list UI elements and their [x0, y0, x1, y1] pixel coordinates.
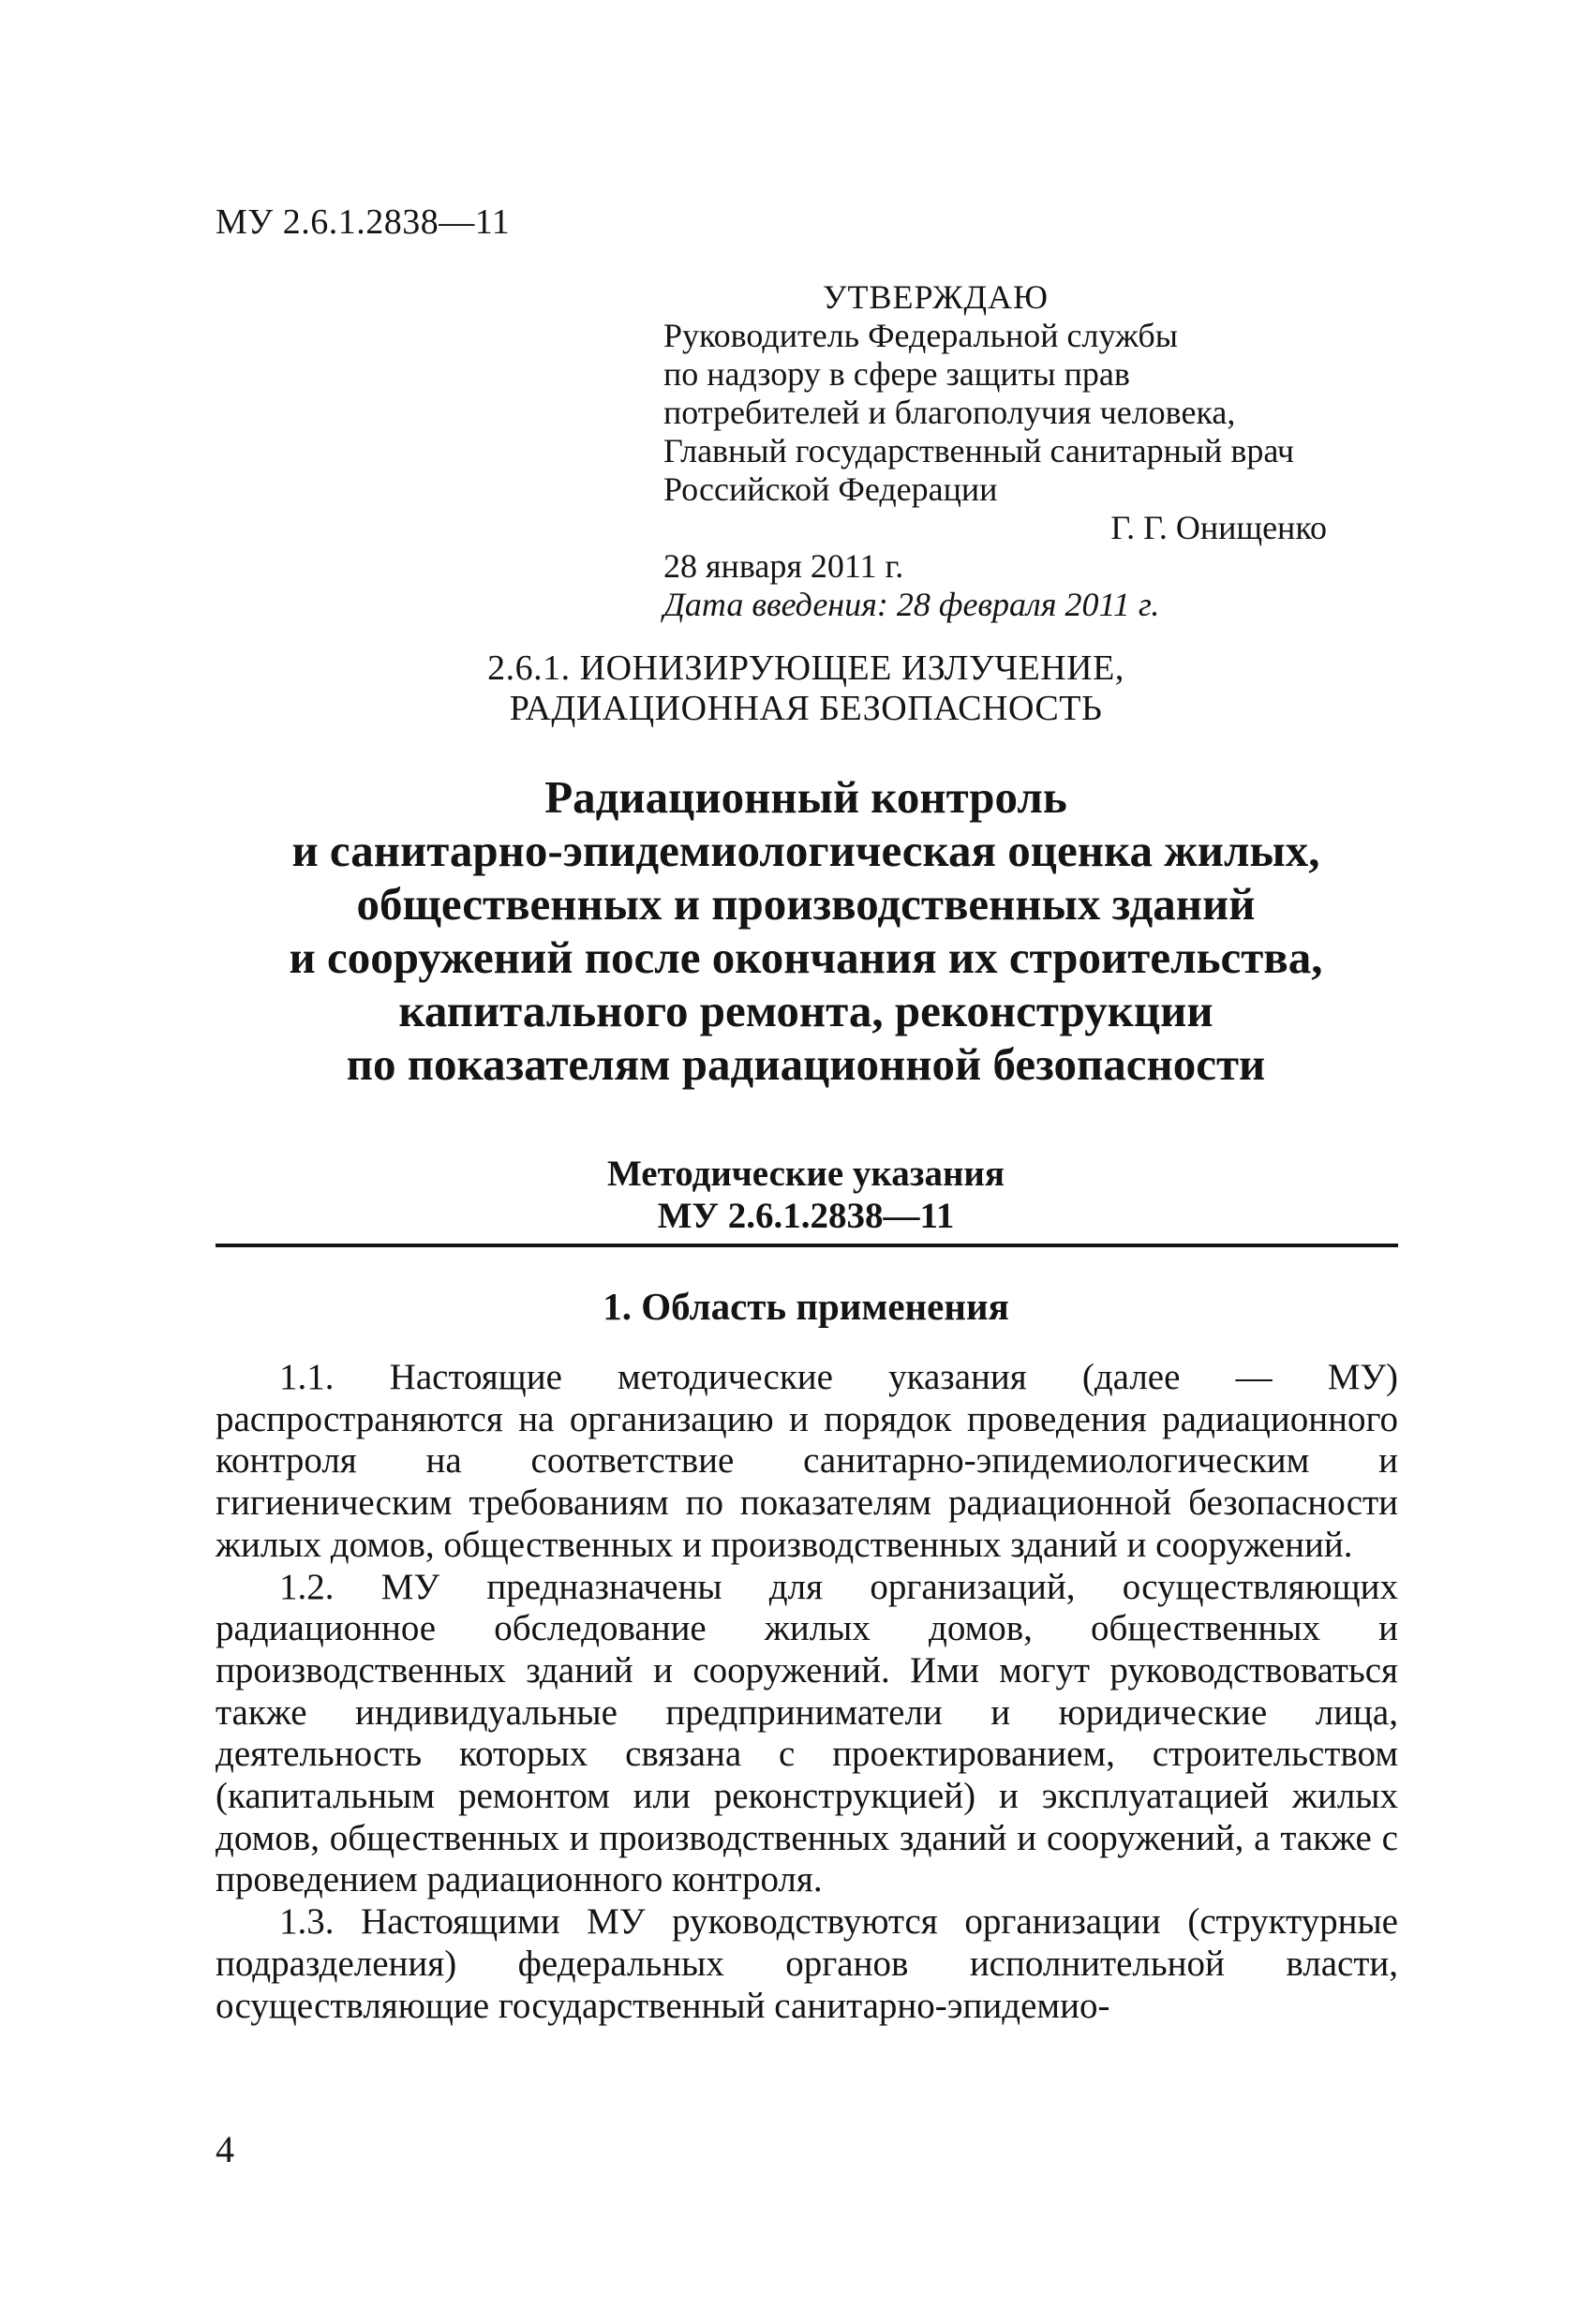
classification-line: 2.6.1. ИОНИЗИРУЮЩЕЕ ИЗЛУЧЕНИЕ, [487, 648, 1124, 688]
approval-block [663, 278, 1376, 624]
approver-position-line: Руководитель Федеральной службы [663, 317, 1178, 354]
approver-position-line: по надзору в сфере защиты прав [663, 355, 1130, 393]
approver-position-line: потребителей и благополучия человека, [663, 394, 1236, 431]
horizontal-rule [216, 1244, 1398, 1247]
introduction-date: Дата введения: 28 февраля 2011 г. [663, 586, 1160, 623]
document-type-name: Методические указания [606, 1154, 1005, 1194]
title-line: Радиационный контроль [544, 771, 1067, 823]
title-line: по показателям радиационной безопасности [346, 1038, 1266, 1090]
section-body [216, 1357, 1398, 2027]
title-line: общественных и производственных зданий [356, 878, 1256, 930]
title-line: и сооружений после окончания их строительства, [289, 931, 1323, 983]
paragraph: 1.2. МУ предназначены для организаций, осуществляющих радиационное обследование жилых домов, общественных и производственных зданий и сооружений. Ими могут руководствоваться также индивидуальные предприниматели и юридические лица, деятельность которых связана с проектированием, строительством (капитальным ремонтом или реконструкцией) и эксплуатацией жилых домов, общественных и производственных зданий и сооружений, а также с проведением радиационного контроля. [216, 1566, 1398, 1900]
paragraph: 1.1. Настоящие методические указания (далее — МУ) распространяются на организацию и порядок проведения радиационного контроля на соответствие санитарно-эпидемиологическим и гигиеническим требованиям по показателям радиационной безопасности жилых домов, общественных и производственных зданий и сооружений. [216, 1357, 1398, 1565]
approver-position-line: Главный государственный санитарный врач [663, 432, 1294, 469]
approver-position-line: Российской Федерации [663, 470, 998, 508]
approver-name: Г. Г. Онищенко [1110, 509, 1327, 546]
page-number: 4 [216, 2128, 234, 2170]
document-type-code: МУ 2.6.1.2838—11 [657, 1196, 955, 1236]
approval-title: УТВЕРЖДАЮ [823, 278, 1050, 316]
document-title [216, 770, 1396, 1091]
document-type [216, 1153, 1396, 1237]
document-code-header: МУ 2.6.1.2838—11 [216, 202, 511, 242]
approval-date: 28 января 2011 г. [663, 547, 904, 585]
classification-heading [216, 648, 1396, 729]
title-line: капитального ремонта, реконструкции [398, 985, 1213, 1036]
paragraph: 1.3. Настоящими МУ руководствуются организации (структурные подразделения) федеральных органов исполнительной власти, осуществляющие государственный санитарно-эпидемио- [216, 1901, 1398, 2026]
classification-line: РАДИАЦИОННАЯ БЕЗОПАСНОСТЬ [509, 689, 1103, 728]
section-heading: 1. Область применения [603, 1285, 1009, 1328]
title-line: и санитарно-эпидемиологическая оценка жилых, [291, 825, 1320, 876]
